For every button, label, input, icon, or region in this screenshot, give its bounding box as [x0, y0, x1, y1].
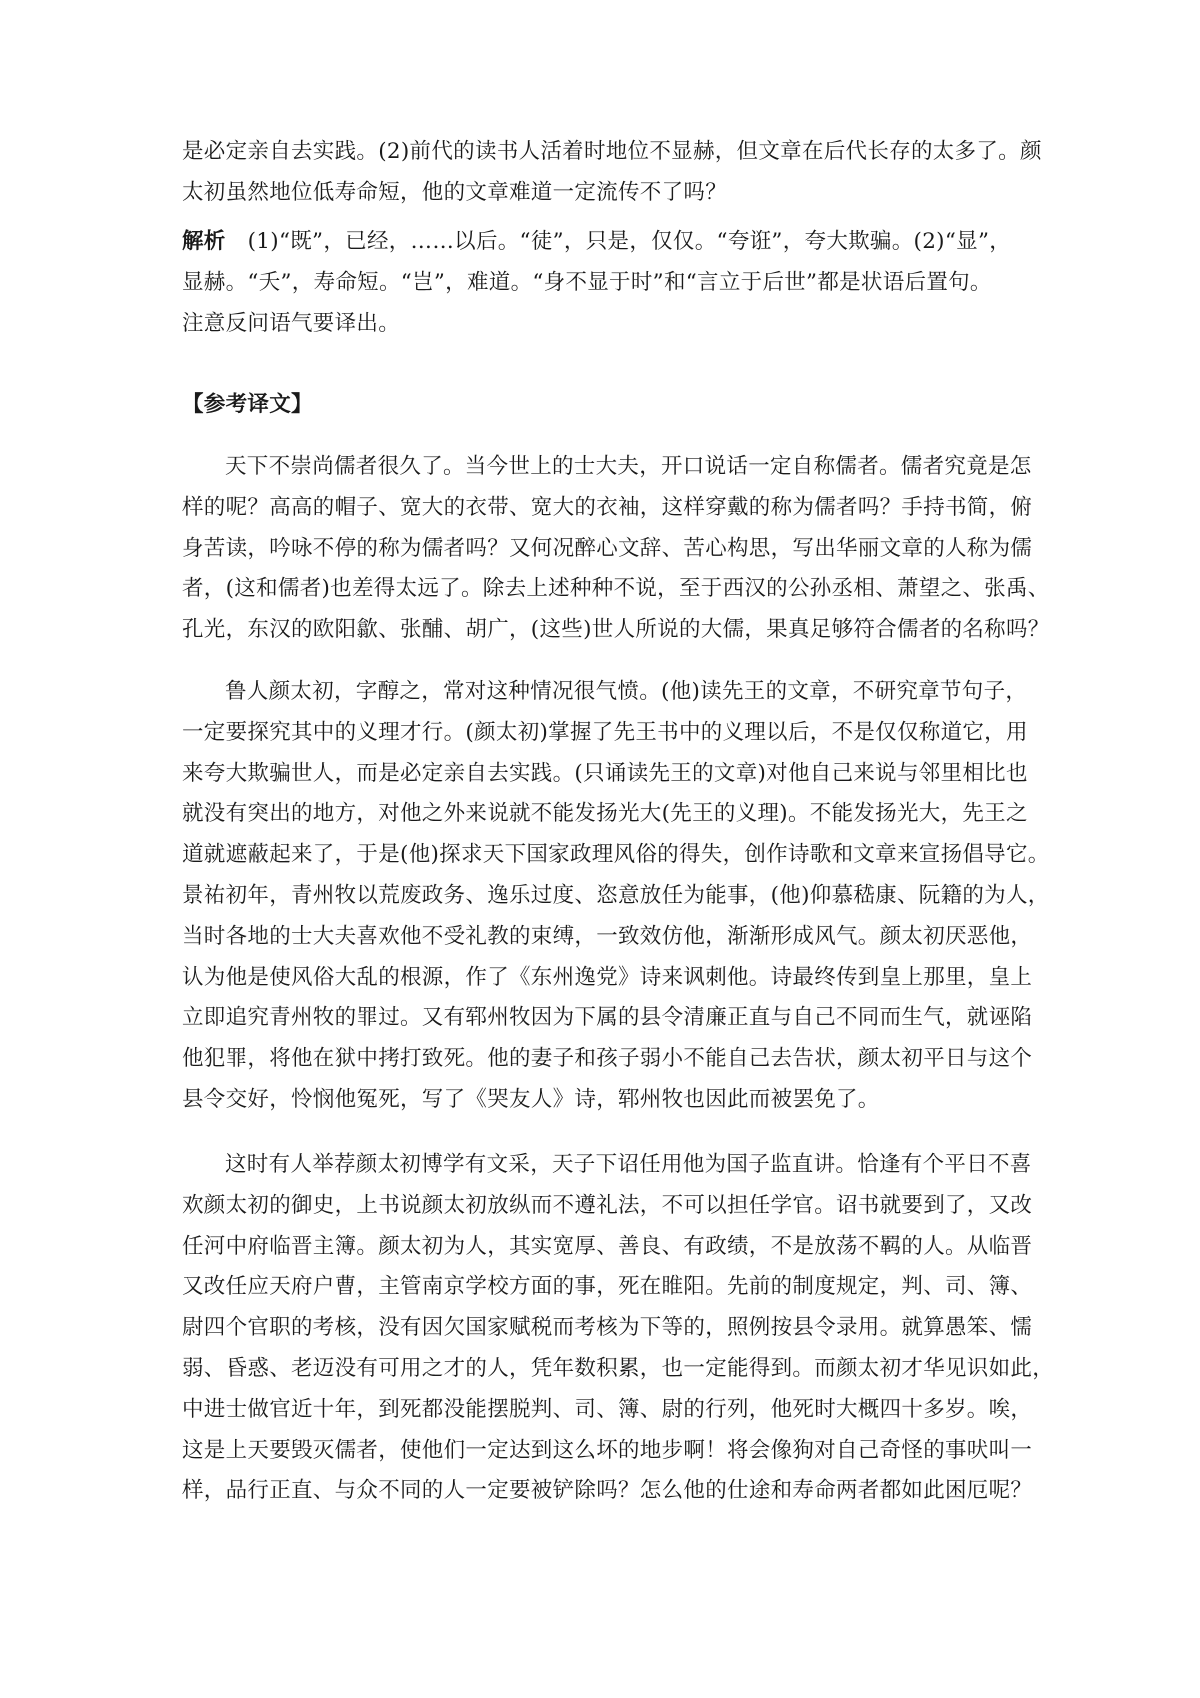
paragraph-line: 他犯罪，将他在狱中拷打致死。他的妻子和孩子弱小不能自己去告状，颜太初平日与这个 — [182, 1046, 1033, 1072]
paragraph-line: 样的呢？高高的帽子、宽大的衣带、宽大的衣袖，这样穿戴的称为儒者吗？手持书简，俯 — [182, 494, 1033, 520]
analysis-line: 显赫。“夭”，寿命短。“岂”，难道。“身不显于时”和“言立于后世”都是状语后置句。 — [182, 269, 992, 295]
paragraph-line: 县令交好，怜悯他冤死，写了《哭友人》诗，郓州牧也因此而被罢免了。 — [182, 1086, 880, 1112]
paragraph-line: 者，(这和儒者)也差得太远了。除去上述种种不说，至于西汉的公孙丞相、萧望之、张禹、 — [182, 576, 1050, 602]
paragraph-line: 孔光，东汉的欧阳歙、张酺、胡广，(这些)世人所说的大儒，果真足够符合儒者的名称吗？ — [182, 617, 1050, 643]
answer-text — [182, 132, 1062, 214]
paragraph-line: 弱、昏惑、老迈没有可用之才的人，凭年数积累，也一定能得到。而颜太初才华见识如此， — [182, 1355, 1055, 1381]
analysis-line: 注意反问语气要译出。 — [182, 310, 401, 336]
paragraph-line: 这时有人举荐颜太初博学有文采，天子下诏任用他为国子监直讲。恰逢有个平日不喜 — [225, 1152, 1032, 1177]
translation-heading-block — [182, 385, 1062, 426]
paragraph-line: 尉四个官职的考核，没有因欠国家赋税而考核为下等的，照例按县令录用。就算愚笨、懦 — [182, 1315, 1033, 1341]
analysis-label: 解析 — [182, 229, 226, 254]
paragraph-line: 景祐初年，青州牧以荒废政务、逸乐过度、恣意放任为能事，(他)仰慕嵇康、阮籍的为人， — [182, 882, 1050, 908]
analysis-line-text: (1)“既”，已经，……以后。“徒”，只是，仅仅。“夸诳”，夸大欺骗。(2)“显”， — [247, 229, 1012, 254]
paragraph-line: 鲁人颜太初，字醇之，常对这种情况很气愤。(他)读先王的文章，不研究章节句子， — [225, 679, 1028, 704]
translation-paragraph-3 — [182, 1145, 1062, 1512]
paragraph-line: 来夸大欺骗世人，而是必定亲自去实践。(只诵读先王的文章)对他自己来说与邻里相比也 — [182, 760, 1028, 786]
translation-heading: 【参考译文】 — [182, 392, 313, 417]
translation-paragraph-1 — [182, 447, 1062, 651]
paragraph-line: 当时各地的士大夫喜欢他不受礼教的束缚，一致效仿他，渐渐形成风气。颜太初厌恶他， — [182, 923, 1033, 949]
paragraph-line: 又改任应天府户曹，主管南京学校方面的事，死在睢阳。先前的制度规定，判、司、簿、 — [182, 1274, 1033, 1300]
answer-line: 是必定亲自去实践。(2)前代的读书人活着时地位不显赫，但文章在后代长存的太多了。颜 — [182, 139, 1042, 164]
answer-line: 太初虽然地位低寿命短，他的文章难道一定流传不了吗？ — [182, 179, 728, 205]
paragraph-line: 立即追究青州牧的罪过。又有郓州牧因为下属的县令清廉正直与自己不同而生气，就诬陷 — [182, 1005, 1033, 1031]
analysis-section — [182, 222, 1062, 344]
paragraph-line: 身苦读，吟咏不停的称为儒者吗？又何况醉心文辞、苦心构思，写出华丽文章的人称为儒 — [182, 535, 1033, 561]
paragraph-line: 欢颜太初的御史，上书说颜太初放纵而不遵礼法，不可以担任学官。诏书就要到了，又改 — [182, 1192, 1033, 1218]
paragraph-line: 一定要探究其中的义理才行。(颜太初)掌握了先王书中的义理以后，不是仅仅称道它，用 — [182, 719, 1028, 745]
paragraph-line: 天下不崇尚儒者很久了。当今世上的士大夫，开口说话一定自称儒者。儒者究竟是怎 — [225, 454, 1032, 479]
paragraph-line: 样，品行正直、与众不同的人一定要被铲除吗？怎么他的仕途和寿命两者都如此困厄呢？ — [182, 1478, 1033, 1504]
paragraph-line: 道就遮蔽起来了，于是(他)探求天下国家政理风俗的得失，创作诗歌和文章来宣扬倡导它。 — [182, 842, 1050, 868]
analysis-line — [182, 222, 1062, 263]
paragraph-line: 中进士做官近十年，到死都没能摆脱判、司、簿、尉的行列，他死时大概四十多岁。唉， — [182, 1396, 1033, 1422]
paragraph-line: 就没有突出的地方，对他之外来说就不能发扬光大(先王的义理)。不能发扬光大，先王之 — [182, 801, 1028, 827]
paragraph-line: 这是上天要毁灭儒者，使他们一定达到这么坏的地步啊！将会像狗对自己奇怪的事吠叫一 — [182, 1437, 1033, 1463]
paragraph-line: 任河中府临晋主簿。颜太初为人，其实宽厚、善良、有政绩，不是放荡不羁的人。从临晋 — [182, 1233, 1033, 1259]
translation-paragraph-2 — [182, 672, 1062, 1121]
paragraph-line: 认为他是使风俗大乱的根源，作了《东州逸党》诗来讽刺他。诗最终传到皇上那里，皇上 — [182, 964, 1033, 990]
